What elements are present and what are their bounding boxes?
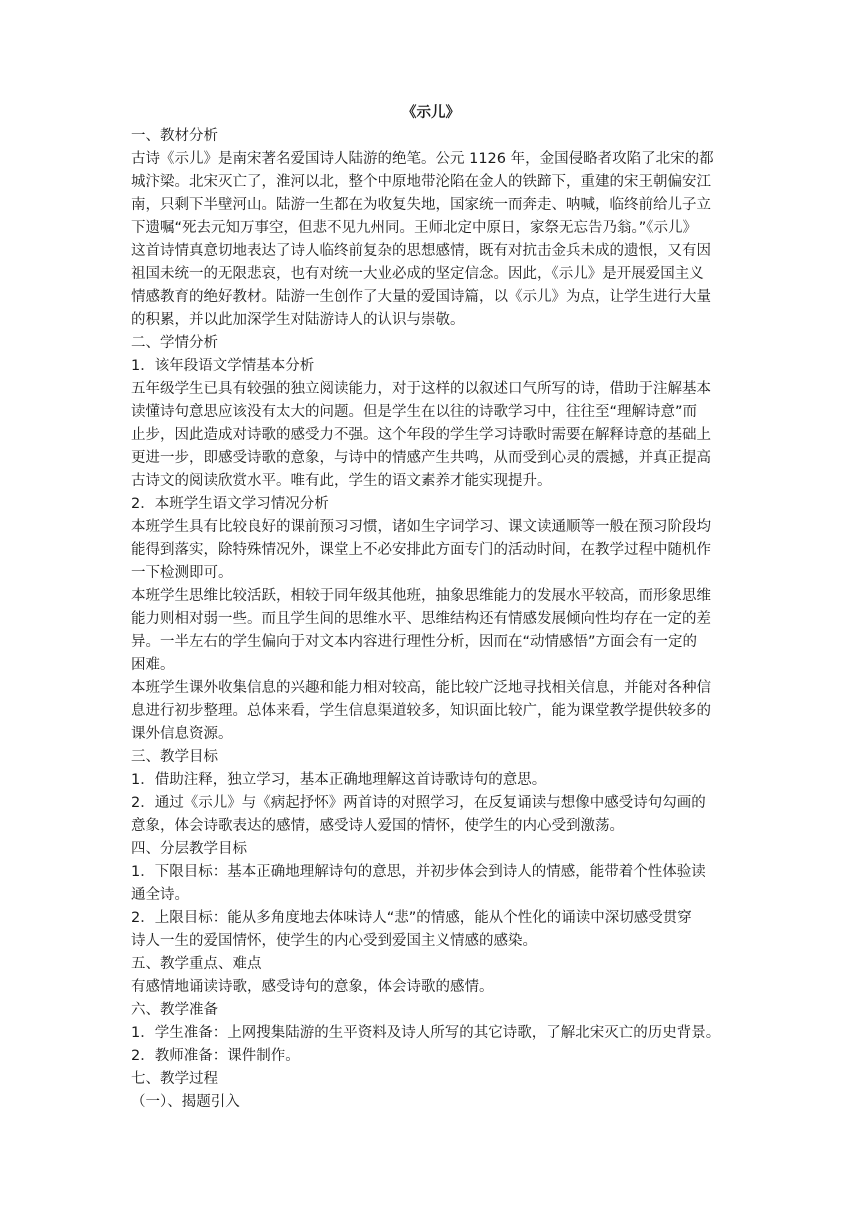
text-line: 一、教材分析 <box>131 128 218 144</box>
text-line: 课外信息资源。 <box>131 726 233 742</box>
text-line: 情感教育的绝好教材。陆游一生创作了大量的爱国诗篇，以《示儿》为点，让学生进行大量 <box>131 289 711 305</box>
text-line: 七、教学过程 <box>131 1071 218 1087</box>
text-line: 1．下限目标：基本正确地理解诗句的意思，并初步体会到诗人的情感，能带着个性体验读 <box>131 864 706 880</box>
text-line: 本班学生课外收集信息的兴趣和能力相对较高，能比较广泛地寻找相关信息，并能对各种信 <box>131 680 711 696</box>
text-line: 南，只剩下半壁河山。陆游一生都在为收复失地，国家统一而奔走、呐喊，临终前给儿子立 <box>131 197 711 213</box>
document-title: 《示儿》 <box>402 105 460 121</box>
text-line: 城汴梁。北宋灭亡了，淮河以北，整个中原地带沦陷在金人的铁蹄下，重建的宋王朝偏安江 <box>131 174 711 190</box>
text-line: 2．教师准备：课件制作。 <box>131 1048 300 1064</box>
text-line: 本班学生思维比较活跃，相较于同年级其他班，抽象思维能力的发展水平较高，而形象思维 <box>131 588 711 604</box>
text-line: 1．该年段语文学情基本分析 <box>131 358 315 374</box>
text-line: 这首诗情真意切地表达了诗人临终前复杂的思想感情，既有对抗击金兵未成的遗恨，又有因 <box>131 243 711 259</box>
text-line: 能力则相对弱一些。而且学生间的思维水平、思维结构还有情感发展倾向性均存在一定的差 <box>131 611 711 627</box>
text-line: 息进行初步整理。总体来看，学生信息渠道较多，知识面比较广，能为课堂教学提供较多的 <box>131 703 711 719</box>
text-line: 1．借助注释，独立学习，基本正确地理解这首诗歌诗句的意思。 <box>131 772 547 788</box>
text-line: 二、学情分析 <box>131 335 218 351</box>
text-line: 四、分层教学目标 <box>131 841 247 857</box>
text-line: 能得到落实，除特殊情况外，课堂上不必安排此方面专门的活动时间，在教学过程中随机作 <box>131 542 711 558</box>
text-line: 有感情地诵读诗歌，感受诗句的意象，体会诗歌的感情。 <box>131 979 494 995</box>
document-body <box>131 102 731 1114</box>
text-line: 通全诗。 <box>131 887 189 903</box>
text-line: 的积累，并以此加深学生对陆游诗人的认识与崇敬。 <box>131 312 465 328</box>
text-line: 三、教学目标 <box>131 749 218 765</box>
text-line: 更进一步，即感受诗歌的意象，与诗中的情感产生共鸣，从而受到心灵的震撼，并真正提高 <box>131 450 711 466</box>
text-line: 祖国未统一的无限悲哀，也有对统一大业必成的坚定信念。因此，《示儿》是开展爱国主义 <box>131 266 704 282</box>
text-line: 五、教学重点、难点 <box>131 956 262 972</box>
text-line: 1．学生准备：上网搜集陆游的生平资料及诗人所写的其它诗歌，了解北宋灭亡的历史背景。 <box>131 1025 721 1041</box>
text-line: 2．本班学生语文学习情况分析 <box>131 496 329 512</box>
text-line: 五年级学生已具有较强的独立阅读能力，对于这样的以叙述口气所写的诗，借助于注解基本 <box>131 381 711 397</box>
text-line: （一）、揭题引入 <box>131 1094 240 1110</box>
text-line: 古诗文的阅读欣赏水平。唯有此，学生的语文素养才能实现提升。 <box>131 473 552 489</box>
text-line: 下遗嘱“死去元知万事空，但悲不见九州同。王师北定中原日，家祭无忘告乃翁。”《示儿》 <box>131 220 698 236</box>
text-line: 困难。 <box>131 657 175 673</box>
text-line: 本班学生具有比较良好的课前预习习惯，诸如生字词学习、课文读通顺等一般在预习阶段均 <box>131 519 711 535</box>
text-line: 2．上限目标：能从多角度地去体味诗人“悲”的情感，能从个性化的诵读中深切感受贯穿 <box>131 910 692 926</box>
text-line: 止步，因此造成对诗歌的感受力不强。这个年段的学生学习诗歌时需要在解释诗意的基础上 <box>131 427 711 443</box>
text-line: 意象，体会诗歌表达的感情，感受诗人爱国的情怀，使学生的内心受到激荡。 <box>131 818 624 834</box>
text-line: 古诗《示儿》是南宋著名爱国诗人陆游的绝笔。公元 1126 年，金国侵略者攻陷了北宋的都 <box>131 151 714 167</box>
text-line: 一下检测即可。 <box>131 565 233 581</box>
document-lines <box>131 125 731 1114</box>
text-line: 诗人一生的爱国情怀，使学生的内心受到爱国主义情感的感染。 <box>131 933 537 949</box>
text-line: 异。一半左右的学生偏向于对文本内容进行理性分析，因而在“动情感悟”方面会有一定的 <box>131 634 698 650</box>
text-line: 六、教学准备 <box>131 1002 218 1018</box>
text-line: 读懂诗句意思应该没有太大的问题。但是学生在以往的诗歌学习中，往往至“理解诗意”而 <box>131 404 698 420</box>
text-line: 2．通过《示儿》与《病起抒怀》两首诗的对照学习，在反复诵读与想像中感受诗句勾画的 <box>131 795 706 811</box>
